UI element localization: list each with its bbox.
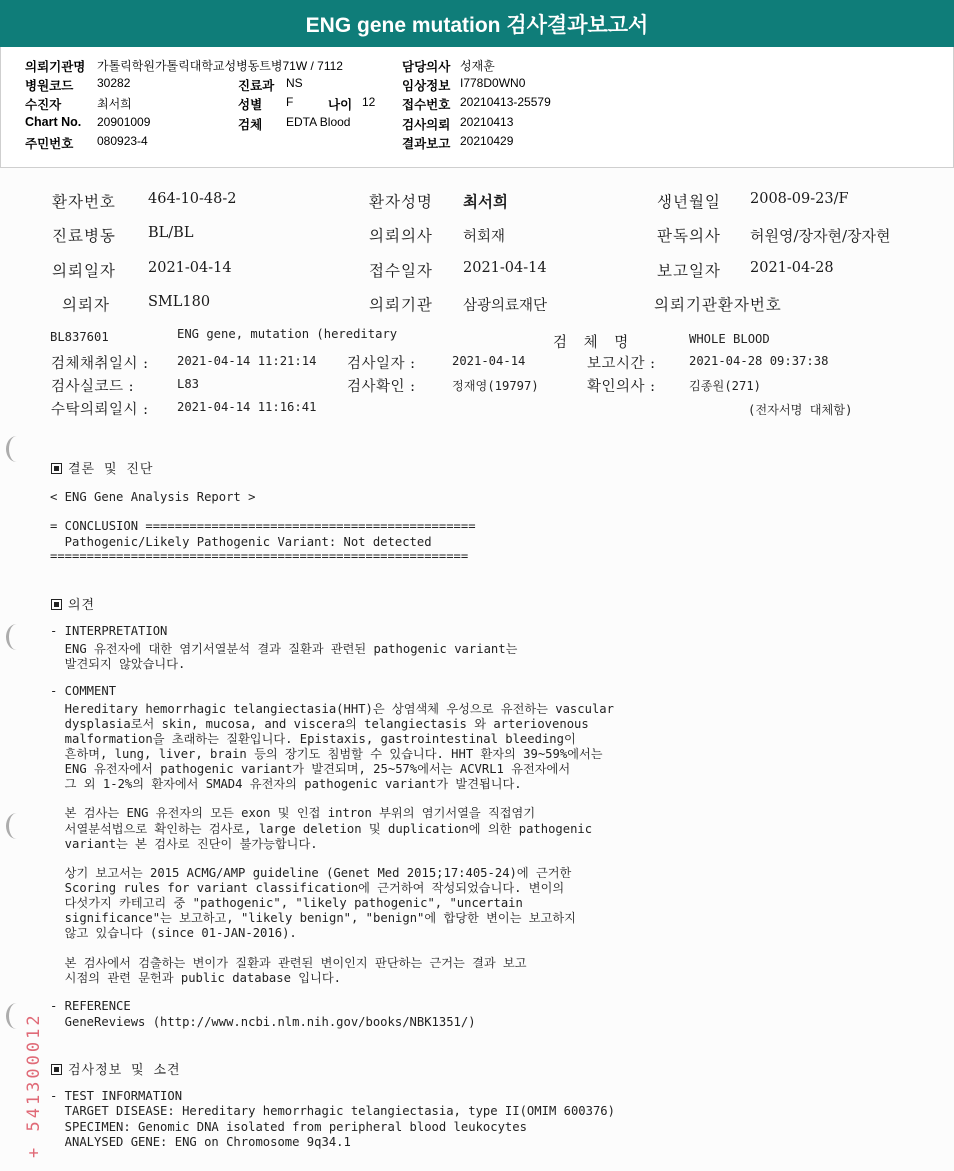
birth-value: 2008-09-23/F <box>750 191 849 207</box>
specimen-name-label: 검 체 명 <box>553 335 635 351</box>
sex-label: 성별 <box>238 98 263 112</box>
test-info-line: ANALYSED GENE: ENG on Chromosome 9q34.1 <box>50 1135 351 1149</box>
confirm-doc-value: 김종원(271) <box>689 379 762 393</box>
punch-hole-mark <box>6 624 27 650</box>
comment-line: 상기 보고서는 2015 ACMG/AMP guideline (Genet Med 2015;17:405-24)에 근거한 <box>50 866 572 880</box>
comment-line: 다섯가지 카테고리 중 "pathogenic", "likely pathogenic", "uncertain <box>50 896 523 910</box>
report-time-label: 보고시간 : <box>587 356 656 372</box>
hospital-code-label: 병원코드 <box>25 79 74 93</box>
report-label: 결과보고 <box>402 137 451 151</box>
header-info-panel <box>0 47 954 168</box>
conclusion-rule: ========================================================= <box>50 549 469 563</box>
report-date-value: 2021-04-28 <box>750 260 834 276</box>
dept-value: NS <box>286 76 303 90</box>
comment-line: 그 외 1-2%의 환자에서 SMAD4 유전자의 pathogenic variant가 발견됩니다. <box>50 777 522 791</box>
requester-label: 의뢰자 <box>62 296 110 314</box>
req-doctor-value: 허회재 <box>463 229 506 245</box>
interpretation-heading: - INTERPRETATION <box>50 624 168 638</box>
institution-value: 가톨릭학원가톨릭대학교성병동트병71W / 7112 <box>97 59 343 73</box>
report-subtitle: < ENG Gene Analysis Report > <box>50 490 256 504</box>
recv-date-value: 2021-04-14 <box>463 260 547 276</box>
scanned-report <box>0 168 954 1171</box>
patient-no-value: 464-10-48-2 <box>148 191 237 207</box>
consign-value: 2021-04-14 11:16:41 <box>177 400 317 414</box>
dept-label: 진료과 <box>238 79 275 93</box>
report-value: 20210429 <box>460 134 514 148</box>
req-date-value: 2021-04-14 <box>148 260 232 276</box>
clinical-label: 임상정보 <box>402 79 451 93</box>
name-label: 환자성명 <box>369 193 433 211</box>
req-doctor-label: 의뢰의사 <box>369 227 433 245</box>
conclusion-line: = CONCLUSION ============================================= <box>50 519 476 533</box>
clinical-value: I778D0WN0 <box>460 76 526 90</box>
interpretation-line: ENG 유전자에 대한 염기서열분석 결과 질환과 관련된 pathogenic variant는 <box>50 642 518 656</box>
institution-label: 의뢰기관명 <box>25 60 86 74</box>
comment-line: variant는 본 검사로 진단이 불가능합니다. <box>50 837 318 851</box>
report-date-label: 보고일자 <box>657 262 721 280</box>
collect-value: 2021-04-14 11:21:14 <box>177 354 317 368</box>
comment-line: ENG 유전자에서 pathogenic variant가 발견되며, 25~57%에서는 ACVRL1 유전자에서 <box>50 762 571 776</box>
test-info-heading: 검사정보 및 소견 <box>51 1059 181 1078</box>
specimen-label: 검체 <box>238 118 263 132</box>
conclusion-result: Pathogenic/Likely Pathogenic Variant: Not detected <box>50 535 432 549</box>
confirm-doc-label: 확인의사 : <box>587 379 656 395</box>
hospital-code-value: 30282 <box>97 76 131 90</box>
comment-line: 시점의 관련 문헌과 public database 입니다. <box>50 971 341 985</box>
doctor-value: 성재훈 <box>460 59 495 73</box>
punch-hole-mark <box>6 813 27 839</box>
ward-label: 진료병동 <box>52 227 116 245</box>
comment-line: 서열분석법으로 확인하는 검사로, large deletion 및 duplication에 의한 pathogenic <box>50 822 593 836</box>
opinion-heading: 의견 <box>51 594 95 613</box>
request-value: 20210413 <box>460 115 514 129</box>
comment-line: 흔하며, lung, liver, brain 등의 장기도 침범할 수 있습니다. HHT 환자의 39~59%에서는 <box>50 747 603 761</box>
receipt-label: 접수번호 <box>402 98 451 112</box>
specimen-number-stamp: + 541300012 <box>24 1012 44 1158</box>
comment-line: 않고 있습니다 (since 01-JAN-2016). <box>50 926 297 940</box>
birth-label: 생년월일 <box>657 193 721 211</box>
interpretation-line: 발견되지 않았습니다. <box>50 657 186 671</box>
reference-line: GeneReviews (http://www.ncbi.nlm.nih.gov/books/NBK1351/) <box>50 1015 476 1029</box>
specimen-value: EDTA Blood <box>286 115 351 129</box>
test-date-value: 2021-04-14 <box>452 354 526 368</box>
test-info-label: - TEST INFORMATION <box>50 1089 183 1103</box>
test-info-line: SPECIMEN: Genomic DNA isolated from peripheral blood leukocytes <box>50 1120 527 1134</box>
req-date-label: 의뢰일자 <box>52 262 116 280</box>
reference-heading: - REFERENCE <box>50 999 131 1013</box>
reading-value: 허원영/장자현/장자현 <box>750 227 891 245</box>
id-value: 080923-4 <box>97 134 148 148</box>
square-bullet-icon <box>51 1064 62 1075</box>
square-bullet-icon <box>51 599 62 610</box>
comment-line: malformation을 초래하는 질환입니다. Epistaxis, gastrointestinal bleeding이 <box>50 732 576 746</box>
receipt-value: 20210413-25579 <box>460 95 551 109</box>
report-time-value: 2021-04-28 09:37:38 <box>689 354 829 368</box>
room-value: L83 <box>177 377 200 391</box>
esign-note: (전자서명 대체함) <box>748 403 853 417</box>
requester-value: SML180 <box>148 294 211 310</box>
recv-date-label: 접수일자 <box>369 262 433 280</box>
age-label: 나이 <box>328 98 353 112</box>
doctor-label: 담당의사 <box>402 60 451 74</box>
comment-line: significance"는 보고하고, "likely benign", "benign"에 합당한 변이는 보고하지 <box>50 911 576 925</box>
specimen-name-value: WHOLE BLOOD <box>689 332 770 346</box>
chart-label: Chart No. <box>25 115 82 129</box>
collect-label: 검체채취일시 : <box>51 356 149 372</box>
consign-label: 수탁의뢰일시 : <box>51 402 149 418</box>
test-name: ENG gene, mutation (hereditary <box>177 327 398 341</box>
inst-patient-no-label: 의뢰기관환자번호 <box>654 296 782 314</box>
report-title: ENG gene mutation 검사결과보고서 <box>0 0 954 47</box>
patient-value: 최서희 <box>97 97 132 111</box>
test-info-line: TARGET DISEASE: Hereditary hemorrhagic telangiectasia, type II(OMIM 600376) <box>50 1104 615 1118</box>
punch-hole-mark <box>6 436 27 462</box>
square-bullet-icon <box>51 463 62 474</box>
confirm-label: 검사확인 : <box>347 379 416 395</box>
chart-value: 20901009 <box>97 115 151 129</box>
test-code: BL837601 <box>50 330 109 344</box>
ward-value: BL/BL <box>148 225 194 241</box>
confirm-value: 정재영(19797) <box>452 379 539 393</box>
req-inst-label: 의뢰기관 <box>369 296 433 314</box>
comment-line: Scoring rules for variant classification에 근거하여 작성되었습니다. 변이의 <box>50 881 565 895</box>
comment-line: Hereditary hemorrhagic telangiectasia(HHT)은 상염색체 우성으로 유전하는 vascular <box>50 702 614 716</box>
patient-no-label: 환자번호 <box>52 193 116 211</box>
id-label: 주민번호 <box>25 137 74 151</box>
conclusion-heading: 결론 및 진단 <box>51 458 153 477</box>
req-inst-value: 삼광의료재단 <box>463 298 548 314</box>
comment-line: dysplasia로서 skin, mucosa, and viscera의 telangiectasis 와 arteriovenous <box>50 717 589 731</box>
comment-line: 본 검사는 ENG 유전자의 모든 exon 및 인접 intron 부위의 염기서열을 직접염기 <box>50 806 536 820</box>
request-label: 검사의뢰 <box>402 118 451 132</box>
reading-label: 판독의사 <box>657 227 721 245</box>
test-date-label: 검사일자 : <box>347 356 416 372</box>
patient-label: 수진자 <box>25 98 62 112</box>
room-label: 검사실코드 : <box>51 379 135 395</box>
name-value: 최서희 <box>463 192 508 211</box>
age-value: 12 <box>362 95 376 109</box>
comment-line: 본 검사에서 검출하는 변이가 질환과 관련된 변이인지 판단하는 근거는 결과 보고 <box>50 956 527 970</box>
sex-value: F <box>286 95 294 109</box>
comment-heading: - COMMENT <box>50 684 117 698</box>
